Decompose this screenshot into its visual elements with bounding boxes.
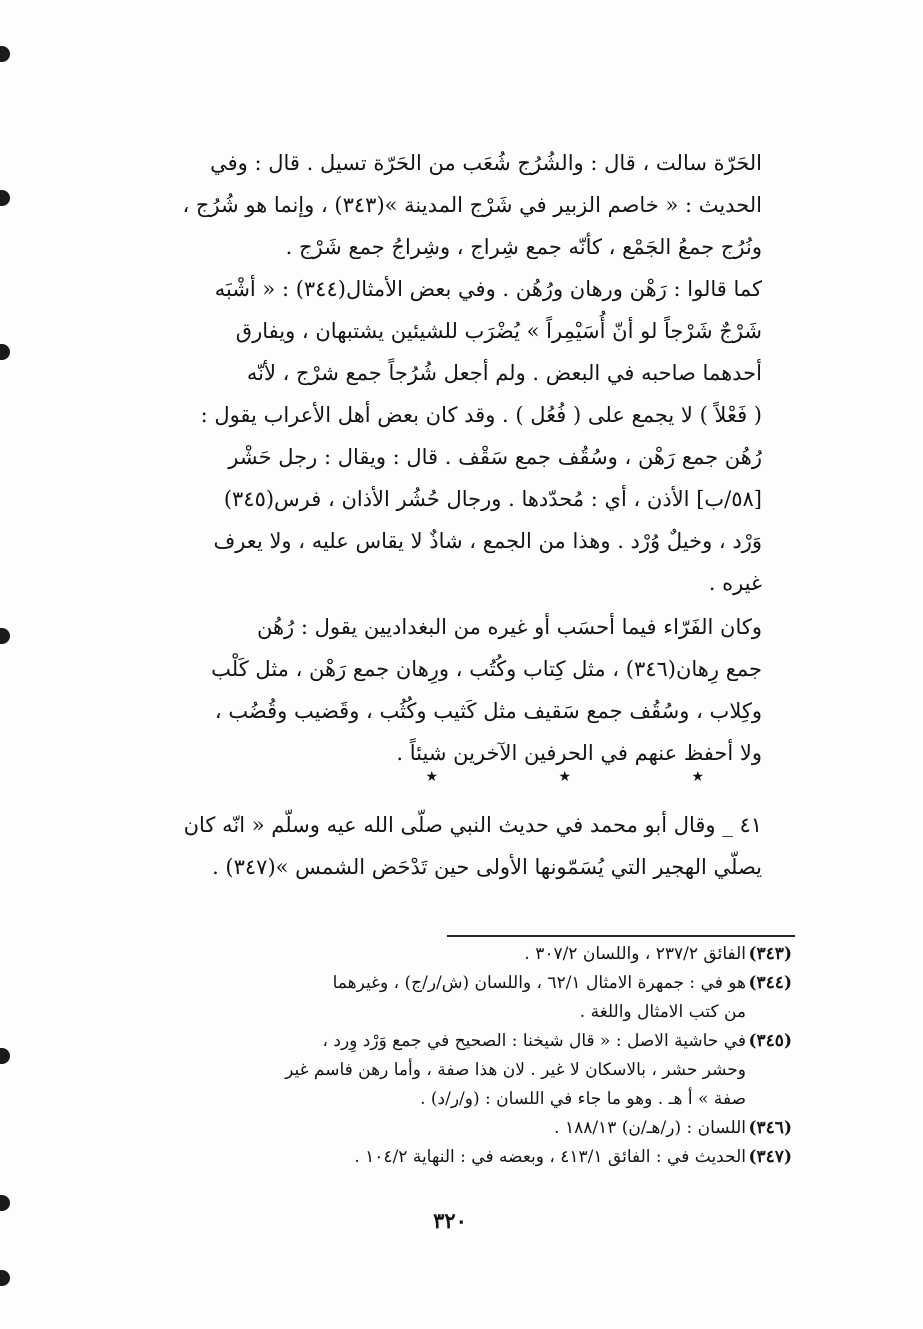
footnote	[150, 1027, 792, 1114]
footnote	[150, 1143, 792, 1172]
footnote-number: (٣٤٧)	[748, 1147, 792, 1167]
text-line: غيره .	[708, 571, 762, 595]
footnote-line: هو في : جمهرة الامثال ٦٢/١ ، واللسان (ش/ر/ج) ، وغيرهما	[332, 973, 746, 993]
text-line: رُهُن جمع رَهْن ، وسُقُف جمع سَقْف . قال : ويقال : رجل حَشْر	[228, 445, 762, 469]
footnote-text	[150, 1143, 746, 1172]
text-line: [٥٨/ب] الأذن ، أي : مُحدّدها . ورجال حُشُر الأذان ، فرس(٣٤٥)	[223, 487, 762, 511]
text-line: ( فَعْلاً ) لا يجمع على ( فُعُل ) . وقد كان بعض أهل الأعراب يقول :	[200, 403, 762, 427]
margin-mark	[0, 46, 10, 62]
footnote-line: صفة » أ هـ . وهو ما جاء في اللسان : (و/ر/د) .	[420, 1089, 746, 1109]
text-line: ولا أحفظ عنهم في الحرفين الآخرين شيئاً .	[396, 741, 762, 765]
margin-mark	[0, 344, 10, 360]
body-text	[150, 142, 762, 888]
footnote	[150, 1114, 792, 1143]
section-divider-stars: ★ ★ ★	[425, 769, 762, 785]
text-line: يصلّي الهجير التي يُسَمّونها الأولى حين تَدْحَض الشمس »(٣٤٧) .	[212, 855, 762, 879]
footnote-line: الحديث في : الفائق ٤١٣/١ ، وبعضه في : النهاية ١٠٤/٢ .	[354, 1147, 746, 1167]
text-line: الحَرّة سالت ، قال : والشُرُج شُعَب من الحَرّة تسيل . قال : وفي	[210, 151, 762, 175]
text-line: شَرْجٌ شَرْجاً لو أنّ أُسَيْمِراً » يُضْرَب للشيئين يشتبهان ، ويفارق	[235, 319, 762, 343]
paragraph-1	[150, 142, 762, 604]
footnote-text	[150, 1027, 746, 1114]
footnote	[150, 969, 792, 1027]
margin-mark	[0, 1048, 10, 1064]
footnote-line: اللسان : (ر/هـ/ن) ١٨٨/١٣ .	[554, 1118, 746, 1138]
footnote-text	[150, 1114, 746, 1143]
margin-mark	[0, 1270, 10, 1286]
footnote-line: في حاشية الاصل : « قال شيخنا : الصحيح في جمع وَرْد وِرد ،	[322, 1031, 746, 1051]
footnote-number: (٣٤٥)	[748, 1031, 792, 1051]
page-number: ٣٢٠	[433, 1208, 467, 1233]
margin-mark	[0, 190, 10, 206]
text-line: ونُرُج جمعُ الجَمْع ، كأنّه جمع شِراج ، وشِراجُ جمع شَرْج .	[285, 235, 762, 259]
footnote-text	[150, 940, 746, 969]
footnote-number: (٣٤٣)	[748, 944, 792, 964]
paragraph-3-hadith-41	[150, 804, 762, 888]
footnote-line: وحشر حشر ، بالاسكان لا غير . لان هذا صفة ، وأما رهن فاسم غير	[285, 1060, 746, 1080]
text-line: وَرْد ، وخيلٌ وُرْد . وهذا من الجمع ، شاذٌ لا يقاس عليه ، ولا يعرف	[213, 529, 762, 553]
margin-mark	[0, 628, 10, 644]
footnote-separator	[447, 935, 795, 937]
footnote-line: من كتب الامثال واللغة .	[579, 1002, 746, 1022]
margin-mark	[0, 1195, 10, 1211]
text-line: ٤١ _ وقال أبو محمد في حديث النبي صلّى الله عيه وسلّم « انّه كان	[183, 813, 762, 837]
text-line: كما قالوا : رَهْن ورهان ورُهُن . وفي بعض الأمثال(٣٤٤) : « أشْبَه	[214, 277, 762, 301]
footnote-text	[150, 969, 746, 1027]
paragraph-2	[150, 606, 762, 774]
text-line: جمع رِهان(٣٤٦) ، مثل كِتاب وكُتُب ، ورِهان جمع رَهْن ، مثل كَلْب	[211, 657, 762, 681]
text-line: الحديث : « خاصم الزبير في شَرْج المدينة »(٣٤٣) ، وإنما هو شُرُج ،	[182, 193, 762, 217]
footnote	[150, 940, 792, 969]
footnote-line: الفائق ٢٣٧/٢ ، واللسان ٣٠٧/٢ .	[524, 944, 746, 964]
text-line: أحدهما صاحبه في البعض . ولم أجعل شُرُجاً جمع شرْج ، لأنّه	[246, 361, 762, 385]
footnote-number: (٣٤٤)	[748, 973, 792, 993]
footnote-number: (٣٤٦)	[748, 1118, 792, 1138]
footnotes	[150, 940, 792, 1172]
text-line: وكان الفَرّاء فيما أحسَب أو غيره من البغداديين يقول : رُهُن	[257, 615, 762, 639]
text-line: وكِلاب ، وسُقُف جمع سَقيف مثل كَثيب وكُثُب ، وقَضيب وقُضُب ،	[214, 699, 762, 723]
